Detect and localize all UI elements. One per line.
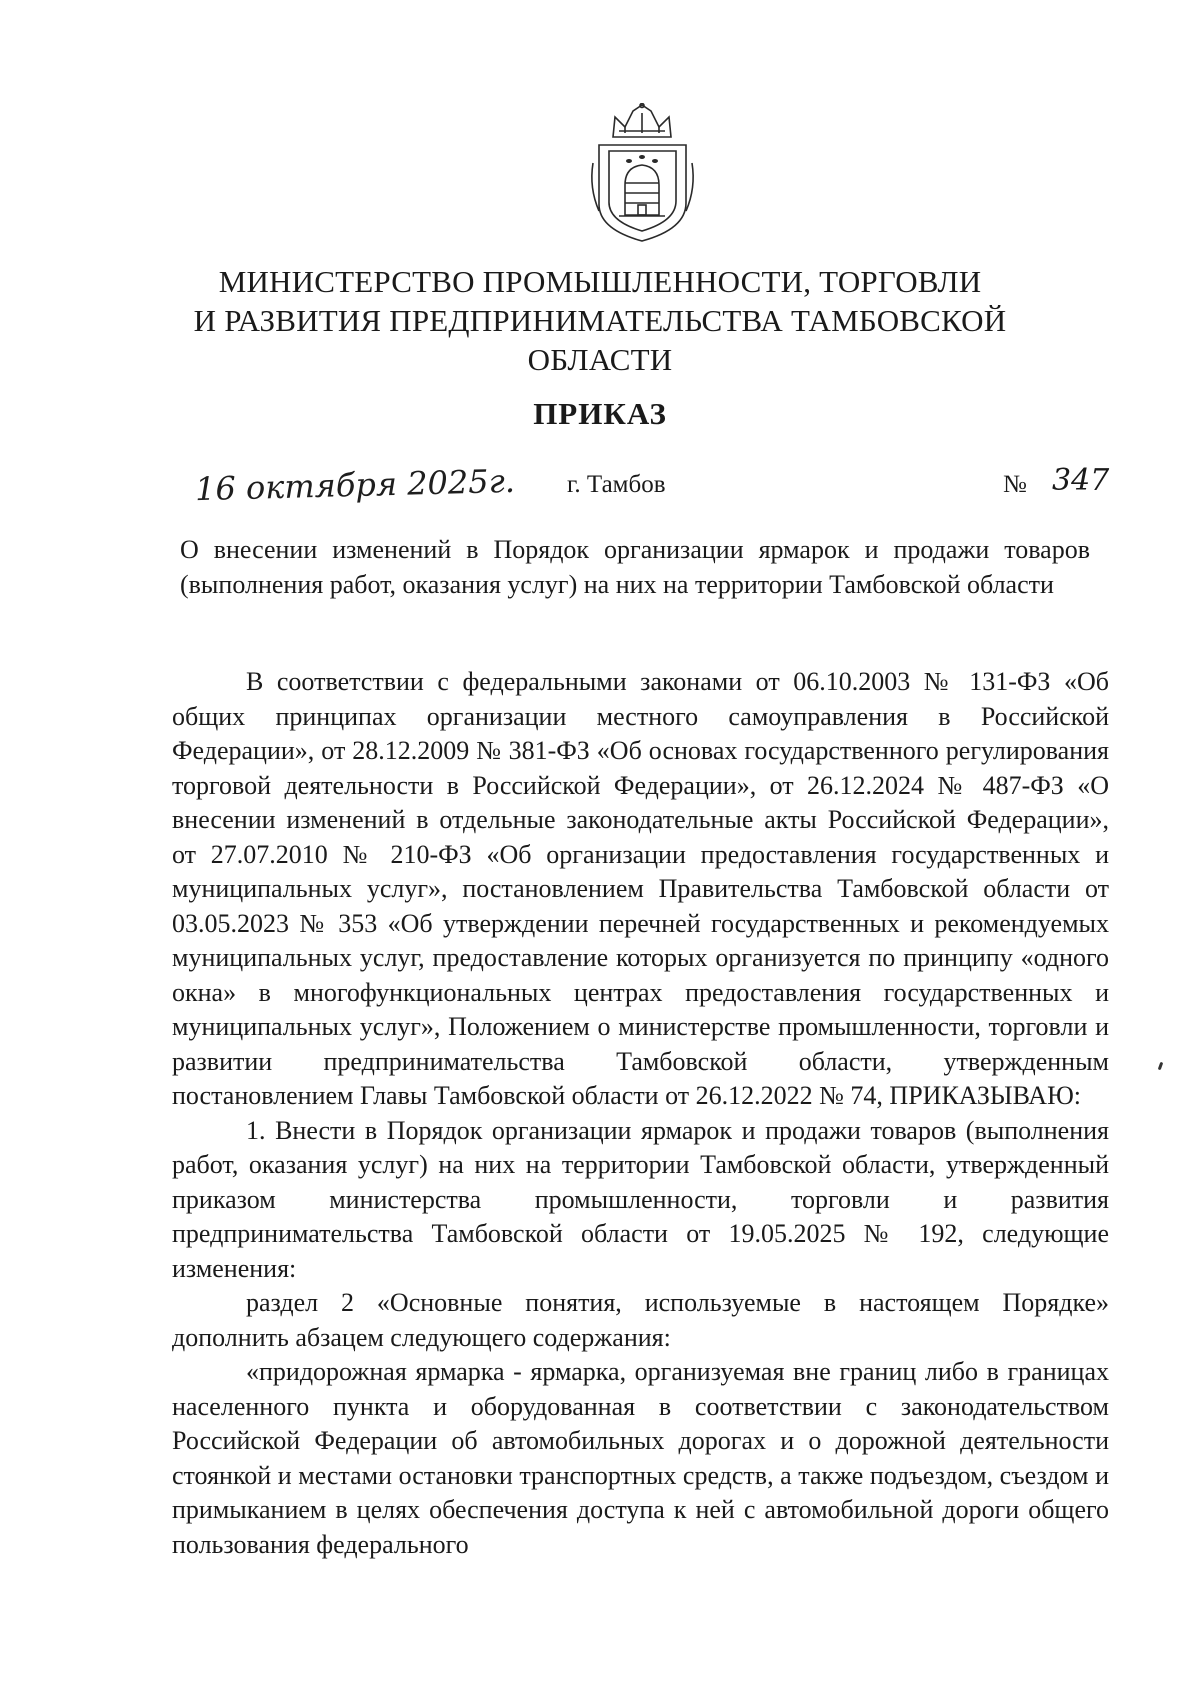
document-body	[172, 665, 1109, 1562]
body-paragraph: «придорожная ярмарка - ярмарка, организуемая вне границ либо в границах населенного пункта и оборудованная в соответствии с законодательством Российской Федерации об автомобильных дорогах и о дорожной деятельности стоянкой и местами остановки транспортных средств, а также подъездом, съездом и примыканием в целях обеспечения доступа к ней с автомобильной дороги общего пользования федерального	[172, 1357, 1109, 1559]
handwritten-number: 347	[1052, 463, 1110, 498]
number-label: №	[1003, 471, 1027, 498]
city-label: г. Тамбов	[567, 471, 666, 498]
ministry-name	[150, 262, 1050, 379]
scan-speck	[1158, 1062, 1164, 1071]
document-subject: О внесении изменений в Порядок организации ярмарок и продажи товаров (выполнения работ, оказания услуг) на них на территории Тамбовской области	[180, 535, 1090, 599]
body-paragraph: В соответствии с федеральными законами от 06.10.2003 № 131-ФЗ «Об общих принципах организации местного самоуправления в Российской Федерации», от 28.12.2009 № 381-ФЗ «Об основах государственного регулирования торговой деятельности в Российской Федерации», от 26.12.2024 № 487-ФЗ «О внесении изменений в отдельные законодательные акты Российской Федерации», от 27.07.2010 № 210-ФЗ «Об организации предоставления государственных и муниципальных услуг», постановлением Правительства Тамбовской области от 03.05.2023 № 353 «Об утверждении перечней государственных и рекомендуемых муниципальных услуг, предоставление которых организуется по принципу «одного окна» в многофункциональных центрах предоставления государственных и муниципальных услуг», Положением о министерстве промышленности, торговли и развитии предпринимательства Тамбовской области, утвержденным постановлением Главы Тамбовской области от 26.12.2022 № 74, ПРИКАЗЫВАЮ:	[172, 667, 1109, 1110]
ministry-line-1: МИНИСТЕРСТВО ПРОМЫШЛЕННОСТИ, ТОРГОВЛИ	[218, 264, 982, 299]
coat-of-arms-icon	[585, 103, 700, 243]
ministry-line-2: И РАЗВИТИЯ ПРЕДПРИНИМАТЕЛЬСТВА ТАМБОВСКОЙ ОБЛАСТИ	[193, 303, 1007, 377]
handwritten-date: 16 октября 2025г.	[194, 461, 516, 509]
body-paragraph: раздел 2 «Основные понятия, используемые в настоящем Порядке» дополнить абзацем следующего содержания:	[172, 1288, 1109, 1352]
body-paragraph: 1. Внести в Порядок организации ярмарок и продажи товаров (выполнения работ, оказания услуг) на них на территории Тамбовской области, утвержденный приказом министерства промышленности, торговли и развития предпринимательства Тамбовской области от 19.05.2025 № 192, следующие изменения:	[172, 1115, 1109, 1283]
document-title: ПРИКАЗ	[533, 396, 667, 431]
